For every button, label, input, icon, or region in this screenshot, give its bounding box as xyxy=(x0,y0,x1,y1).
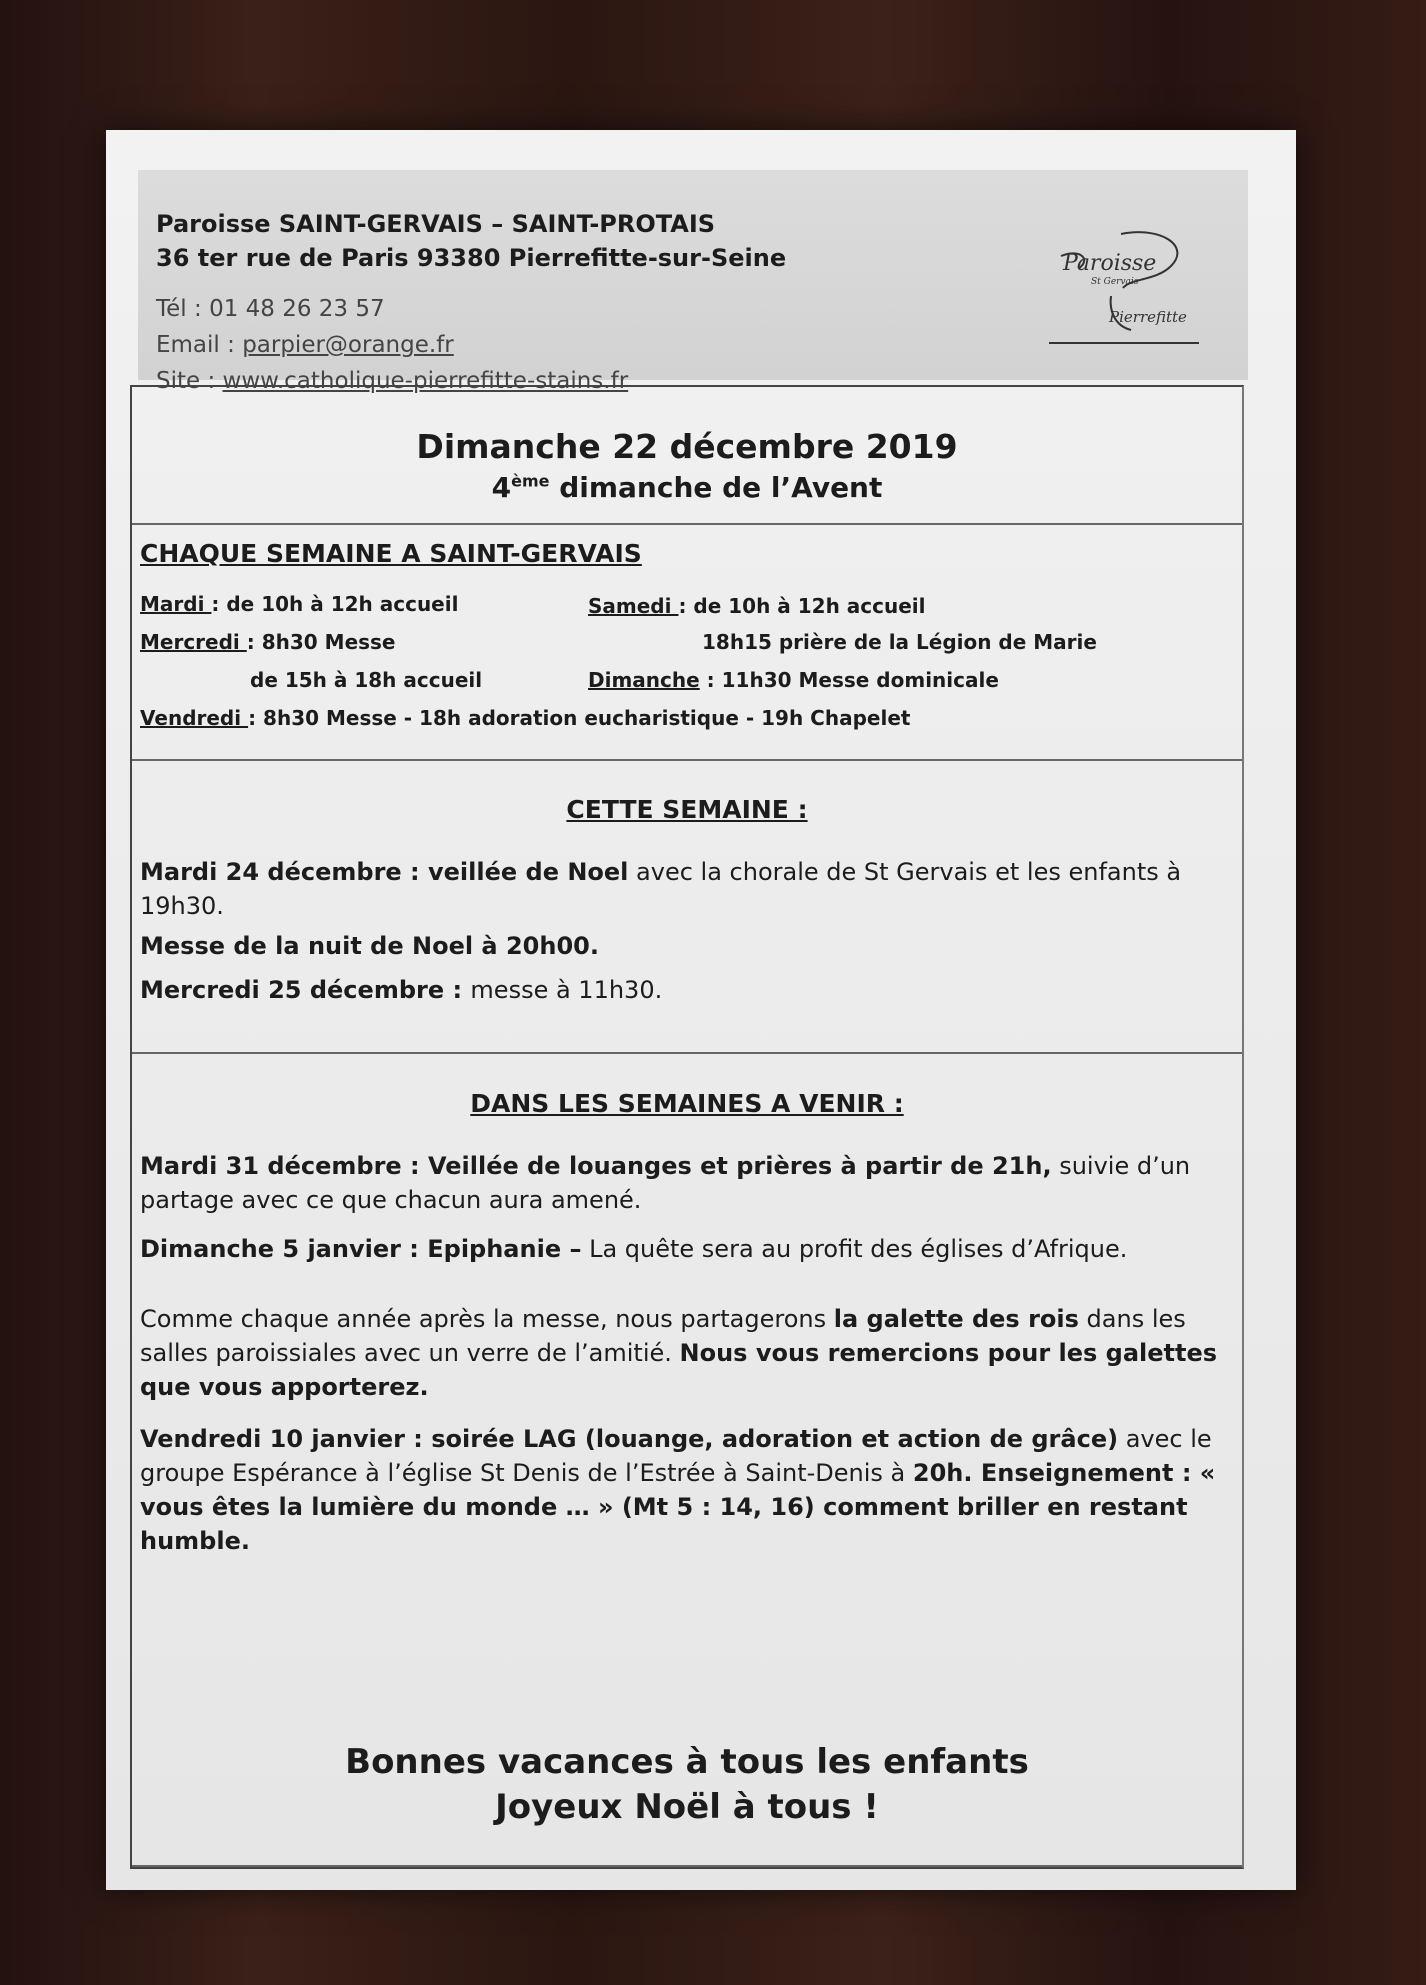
samedi-text: : de 10h à 12h accueil xyxy=(678,594,926,618)
coming-item-3-text-a: Comme chaque année après la messe, nous partagerons xyxy=(140,1305,834,1333)
day-samedi: Samedi xyxy=(588,594,679,618)
coming-item-4 xyxy=(140,1422,1225,1558)
coming-item-1-bold: Mardi 31 décembre : Veillée de louanges et prières à partir de 21h, xyxy=(140,1152,1052,1180)
closing-line-2: Joyeux Noël à tous ! xyxy=(495,1787,879,1827)
coming-item-3 xyxy=(140,1302,1225,1404)
email-label: Email : xyxy=(156,332,243,358)
phone-number: 01 48 26 23 57 xyxy=(209,296,385,322)
coming-item-4-text-b: avec le groupe Espérance à l’église St Denis de l’Estrée à Saint-Denis à xyxy=(140,1425,1212,1487)
coming-weeks-heading: DANS LES SEMAINES A VENIR : xyxy=(470,1089,904,1118)
coming-item-3-bold-b: la galette des rois xyxy=(833,1305,1079,1333)
this-week-item-1-bold: Mardi 24 décembre : veillée de Noel xyxy=(140,858,629,886)
subtitle-ordinal: 4 xyxy=(491,471,512,504)
coming-item-2-text: La quête sera au profit des églises d’Afrique. xyxy=(581,1235,1128,1263)
coming-item-3-bold-d: Nous vous remercions pour les galettes que vous apporterez. xyxy=(140,1339,1218,1401)
logo-text-pierrefitte: Pierrefitte xyxy=(1109,308,1187,326)
coming-item-3-text-c: dans les salles paroissiales avec un verre de l’amitié. xyxy=(140,1305,1186,1367)
parish-phone xyxy=(156,296,385,322)
dimanche-text: : 11h30 Messe dominicale xyxy=(699,668,999,692)
day-vendredi: Vendredi xyxy=(140,706,249,730)
day-mardi: Mardi xyxy=(140,592,212,616)
mercredi-text: : 8h30 Messe xyxy=(246,630,396,654)
weekly-samedi-2: 18h15 prière de la Légion de Marie xyxy=(702,630,1097,654)
bulletin-sheet xyxy=(106,130,1296,1890)
this-week-item-1-text: avec la chorale de St Gervais et les enfants à 19h30. xyxy=(140,858,1182,920)
parish-name: Paroisse SAINT-GERVAIS – SAINT-PROTAIS xyxy=(156,210,716,238)
divider-1 xyxy=(132,523,1242,525)
weekly-samedi xyxy=(588,594,926,618)
subtitle-text: dimanche de l’Avent xyxy=(549,471,883,504)
divider-3 xyxy=(132,1052,1242,1054)
vendredi-text: : 8h30 Messe - 18h adoration eucharistique - 19h Chapelet xyxy=(248,706,911,730)
this-week-item-2-bold: Messe de la nuit de Noel à 20h00. xyxy=(140,932,599,960)
coming-item-1-text: suivie d’un partage avec ce que chacun aura amené. xyxy=(140,1152,1191,1214)
parish-address: 36 ter rue de Paris 93380 Pierrefitte-sur-Seine xyxy=(156,244,787,272)
this-week-item-2 xyxy=(140,929,1225,963)
parish-email xyxy=(156,332,454,358)
coming-item-4-bold-c: 20h. Enseignement : « vous êtes la lumière du monde … » (Mt 5 : 14, 16) comment briller en restant humble. xyxy=(140,1459,1216,1555)
day-mercredi: Mercredi xyxy=(140,630,247,654)
mardi-text: : de 10h à 12h accueil xyxy=(211,592,459,616)
coming-item-2-bold: Dimanche 5 janvier : Epiphanie – xyxy=(140,1235,582,1263)
coming-item-2 xyxy=(140,1232,1225,1266)
this-week-item-1 xyxy=(140,855,1225,923)
weekly-dimanche xyxy=(588,668,999,692)
weekly-mercredi-2: de 15h à 18h accueil xyxy=(250,668,483,692)
logo-underline xyxy=(1049,342,1199,344)
phone-label: Tél : xyxy=(156,296,210,322)
subtitle-ordinal-suffix: ème xyxy=(511,471,550,491)
closing-line-1: Bonnes vacances à tous les enfants xyxy=(345,1742,1029,1782)
day-dimanche: Dimanche xyxy=(588,668,700,692)
coming-item-1 xyxy=(140,1149,1225,1217)
bulletin-frame xyxy=(130,385,1244,1869)
weekly-heading: CHAQUE SEMAINE A SAINT-GERVAIS xyxy=(140,539,642,568)
bulletin-date: Dimanche 22 décembre 2019 xyxy=(416,427,958,466)
site-link[interactable]: www.catholique-pierrefitte-stains.fr xyxy=(222,368,629,394)
parish-logo xyxy=(1051,226,1201,336)
bulletin-subtitle xyxy=(132,471,1242,504)
weekly-mercredi xyxy=(140,630,396,654)
weekly-mardi xyxy=(140,592,458,616)
coming-item-4-bold-a: Vendredi 10 janvier : soirée LAG (louange, adoration et action de grâce) xyxy=(140,1425,1119,1453)
weekly-vendredi xyxy=(140,706,910,730)
this-week-item-3 xyxy=(140,973,1225,1007)
divider-4 xyxy=(132,1865,1242,1867)
this-week-item-3-text: messe à 11h30. xyxy=(470,976,663,1004)
site-label: Site : xyxy=(156,368,223,394)
email-link[interactable]: parpier@orange.fr xyxy=(242,332,454,358)
this-week-heading: CETTE SEMAINE : xyxy=(566,795,808,824)
logo-text-st-gervais: St Gervais xyxy=(1091,277,1139,287)
logo-text-paroisse: Paroisse xyxy=(1063,251,1157,276)
this-week-item-3-bold: Mercredi 25 décembre : xyxy=(140,976,471,1004)
divider-2 xyxy=(132,759,1242,761)
